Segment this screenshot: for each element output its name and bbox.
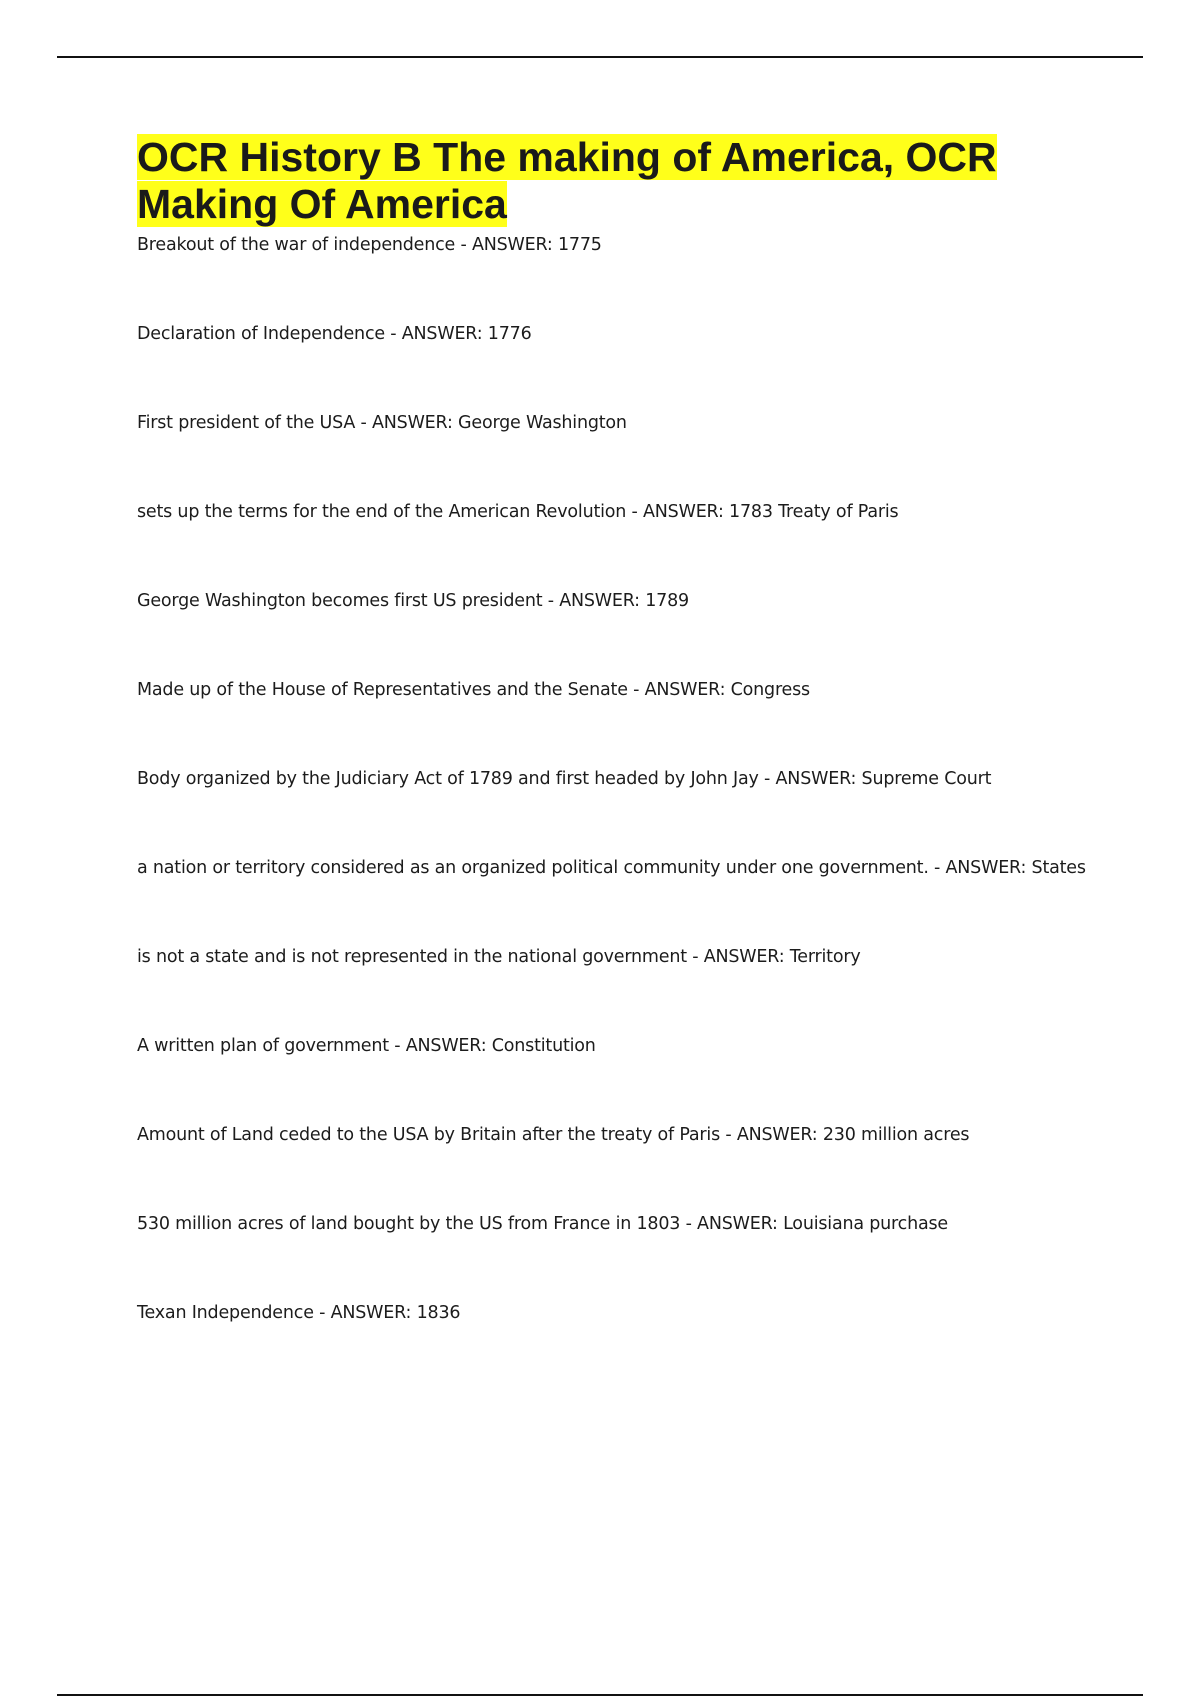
top-rule — [57, 56, 1143, 58]
qa-item: Made up of the House of Representatives and the Senate - ANSWER: Congress — [137, 680, 810, 700]
document-title-text: OCR History B The making of America, OCR Making Of America — [137, 134, 997, 227]
qa-item: 530 million acres of land bought by the US from France in 1803 - ANSWER: Louisiana purchase — [137, 1214, 948, 1234]
qa-item: First president of the USA - ANSWER: George Washington — [137, 413, 627, 433]
qa-item: George Washington becomes first US president - ANSWER: 1789 — [137, 591, 689, 611]
qa-item: a nation or territory considered as an organized political community under one government. - ANSWER: States — [137, 858, 1086, 878]
qa-item: Declaration of Independence - ANSWER: 1776 — [137, 324, 532, 344]
qa-item: sets up the terms for the end of the American Revolution - ANSWER: 1783 Treaty of Paris — [137, 502, 899, 522]
qa-item: Body organized by the Judiciary Act of 1789 and first headed by John Jay - ANSWER: Supreme Court — [137, 769, 992, 789]
qa-item: Texan Independence - ANSWER: 1836 — [137, 1303, 461, 1323]
document-body — [137, 134, 1097, 1328]
qa-item: Amount of Land ceded to the USA by Britain after the treaty of Paris - ANSWER: 230 million acres — [137, 1125, 970, 1145]
qa-list — [137, 230, 1097, 1328]
qa-item: is not a state and is not represented in the national government - ANSWER: Territory — [137, 947, 861, 967]
qa-item: Breakout of the war of independence - ANSWER: 1775 — [137, 235, 602, 255]
qa-item: A written plan of government - ANSWER: Constitution — [137, 1036, 596, 1056]
bottom-rule — [57, 1694, 1143, 1696]
document-title — [137, 134, 1097, 228]
